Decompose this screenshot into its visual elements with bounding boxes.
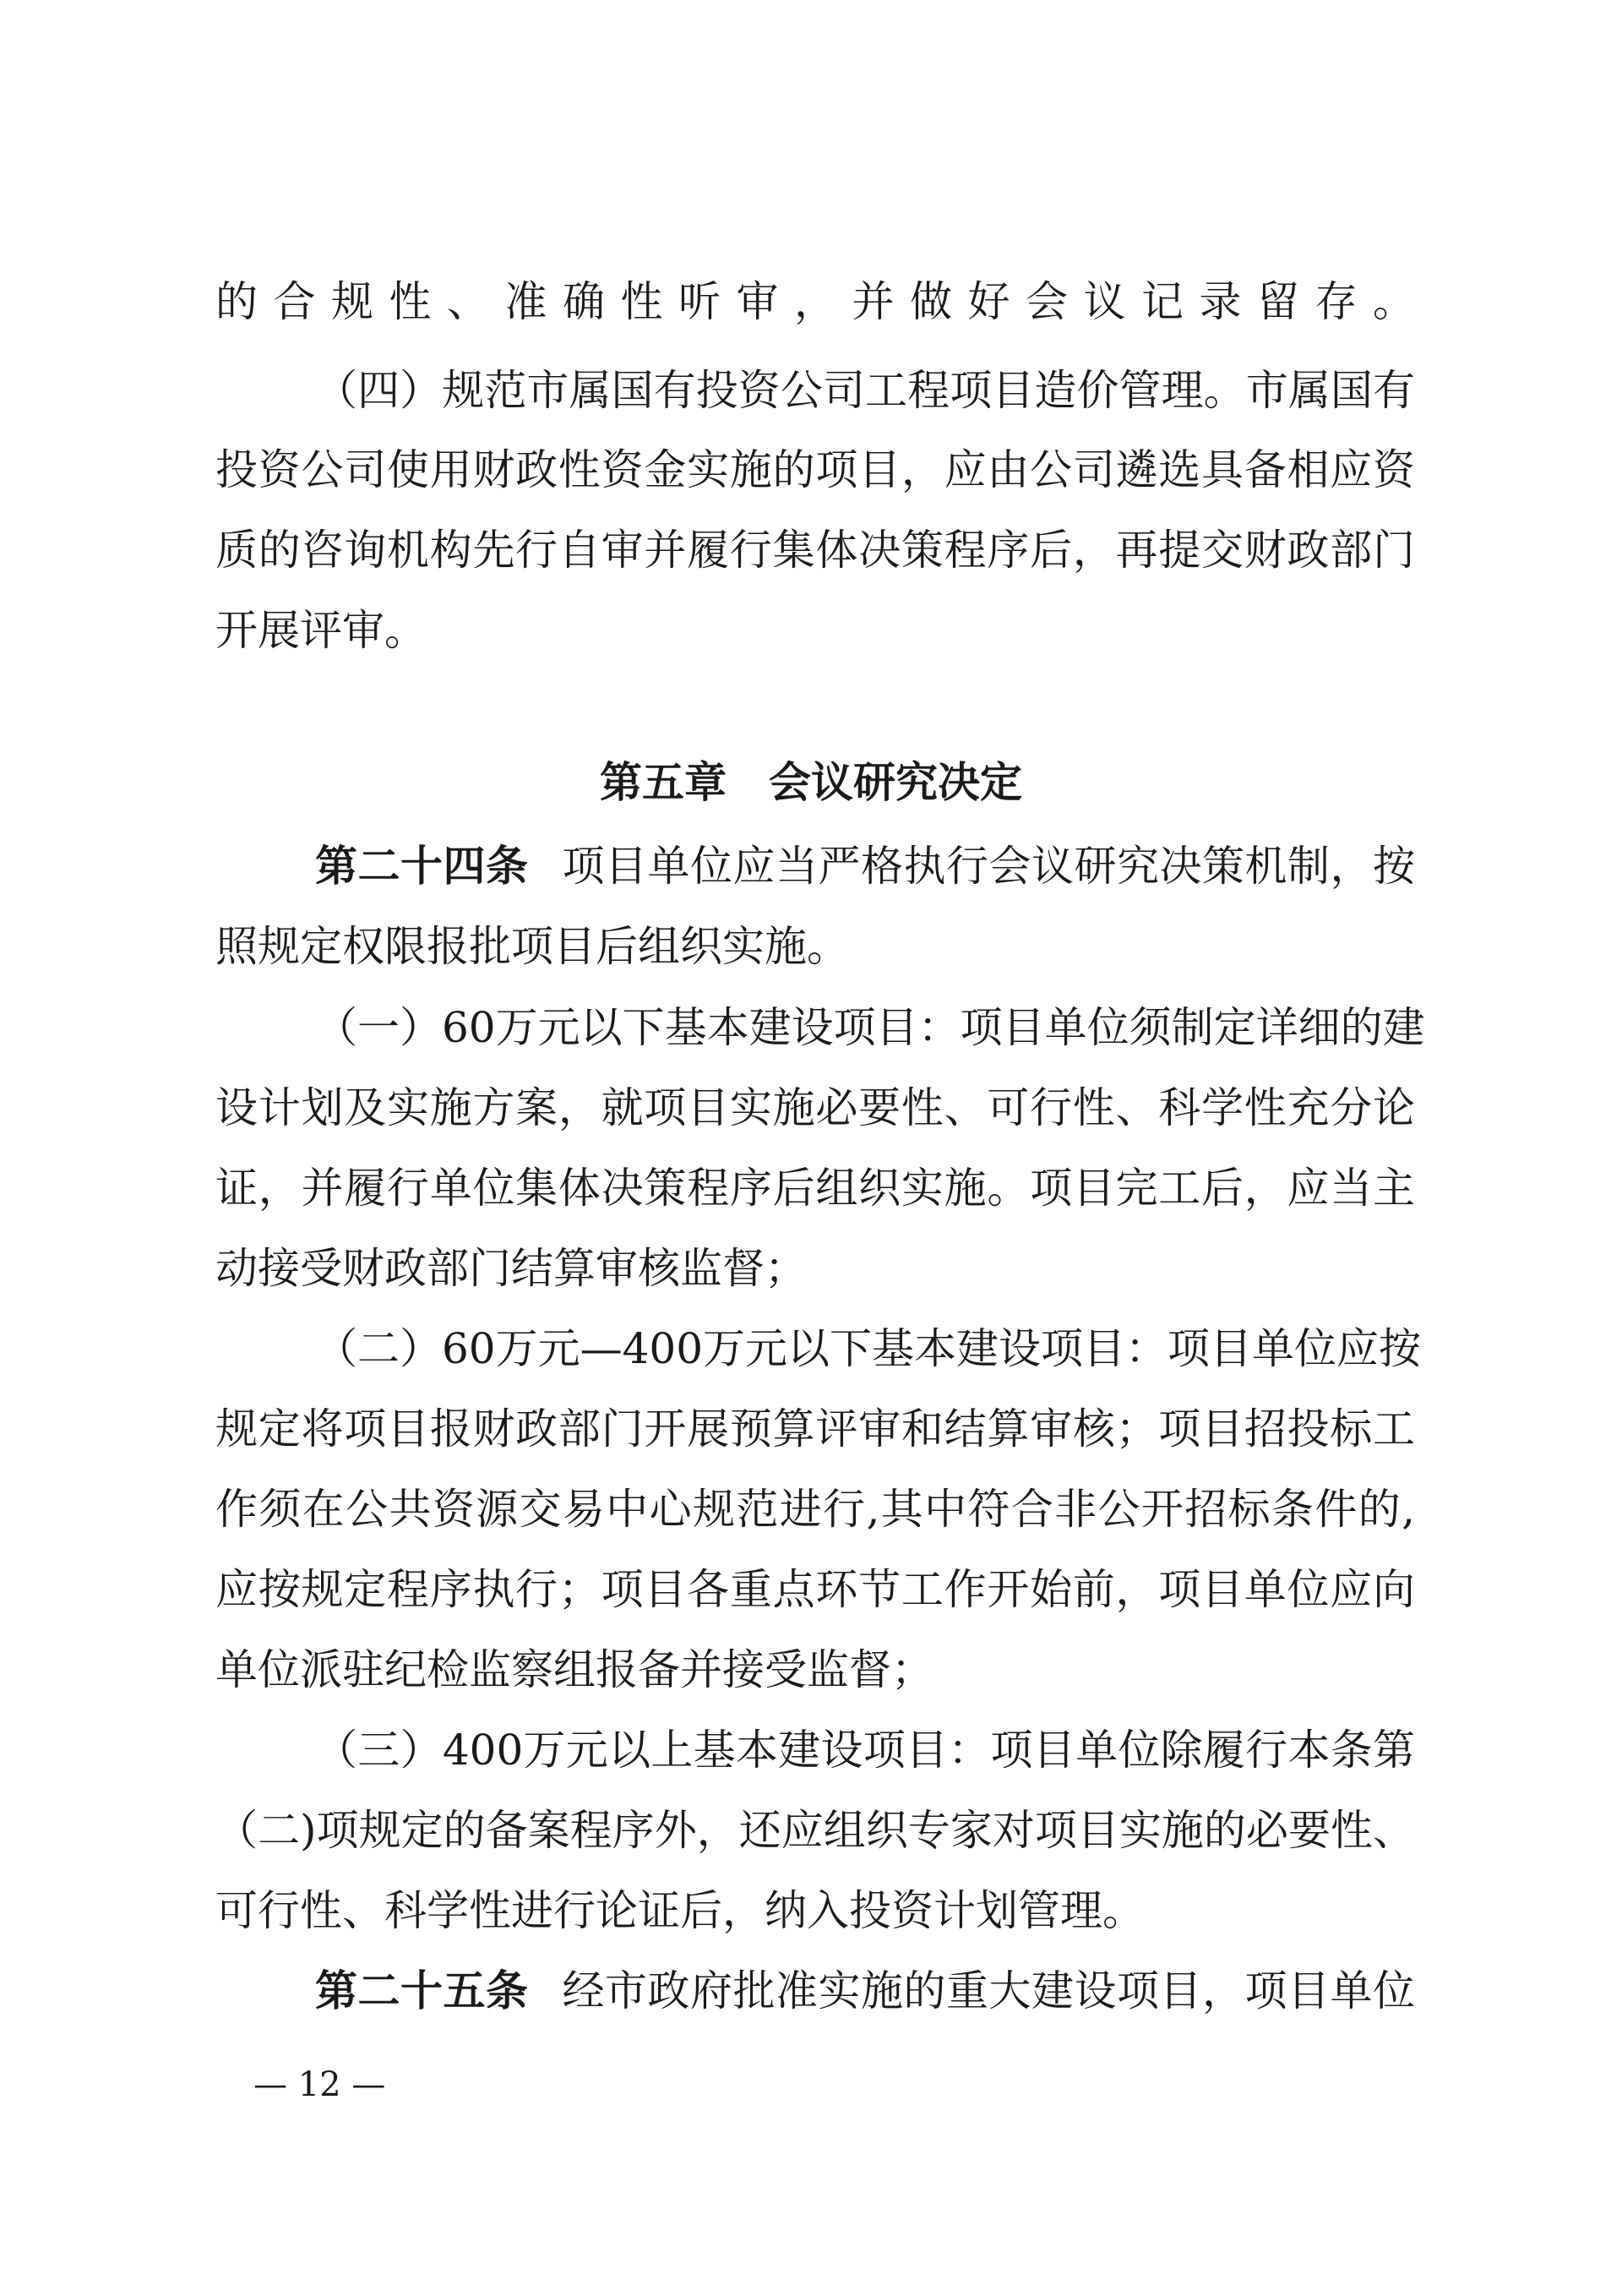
page-number: — 12 — [253, 2065, 386, 2104]
article-24-line [315, 837, 1415, 896]
paragraph-line: 应按规定程序执行；项目各重点环节工作开始前，项目单位应向 [215, 1565, 1415, 1614]
chapter-title: 第五章 会议研究决定 [600, 758, 1022, 807]
article-25-heading: 第二十五条 [315, 1966, 529, 2015]
article-25-text: 经市政府批准实施的重大建设项目，项目单位 [562, 1966, 1415, 2015]
paragraph-line: 投资公司使用财政性资金实施的项目，应由公司遴选具备相应资 [215, 445, 1415, 494]
paragraph-line: （三）400万元以上基本建设项目：项目单位除履行本条第 [315, 1726, 1415, 1775]
paragraph-line: 设计划及实施方案，就项目实施必要性、可行性、科学性充分论 [215, 1083, 1415, 1132]
paragraph-line: 证，并履行单位集体决策程序后组织实施。项目完工后，应当主 [215, 1164, 1415, 1213]
paragraph-line: 动接受财政部门结算审核监督； [215, 1244, 807, 1293]
paragraph-line: （四）规范市属国有投资公司工程项目造价管理。市属国有 [315, 366, 1415, 415]
paragraph-line: 质的咨询机构先行自审并履行集体决策程序后，再提交财政部门 [215, 526, 1415, 575]
paragraph-line: 照规定权限报批项目后组织实施。 [215, 922, 849, 971]
paragraph-line: （二）60万元—400万元以下基本建设项目：项目单位应按 [315, 1324, 1422, 1373]
article-24-text: 项目单位应当严格执行会议研究决策机制，按 [562, 842, 1415, 891]
paragraph-line: 的合规性、准确性听审，并做好会议记录留存。 [215, 277, 1415, 326]
paragraph-line: （一）60万元以下基本建设项目：项目单位须制定详细的建 [315, 1003, 1425, 1052]
paragraph-line: 作须在公共资源交易中心规范进行,其中符合非公开招标条件的, [215, 1485, 1415, 1534]
paragraph-line: 规定将项目报财政部门开展预算评审和结算审核；项目招投标工 [215, 1404, 1415, 1453]
paragraph-line: （二)项规定的备案程序外，还应组织专家对项目实施的必要性、 [215, 1806, 1415, 1855]
paragraph-line: 可行性、科学性进行论证后，纳入投资计划管理。 [215, 1886, 1145, 1935]
article-24-heading: 第二十四条 [315, 842, 529, 891]
paragraph-line: 开展评审。 [215, 606, 427, 655]
article-25-line [315, 1961, 1415, 2021]
paragraph-line: 单位派驻纪检监察组报备并接受监督； [215, 1645, 933, 1694]
